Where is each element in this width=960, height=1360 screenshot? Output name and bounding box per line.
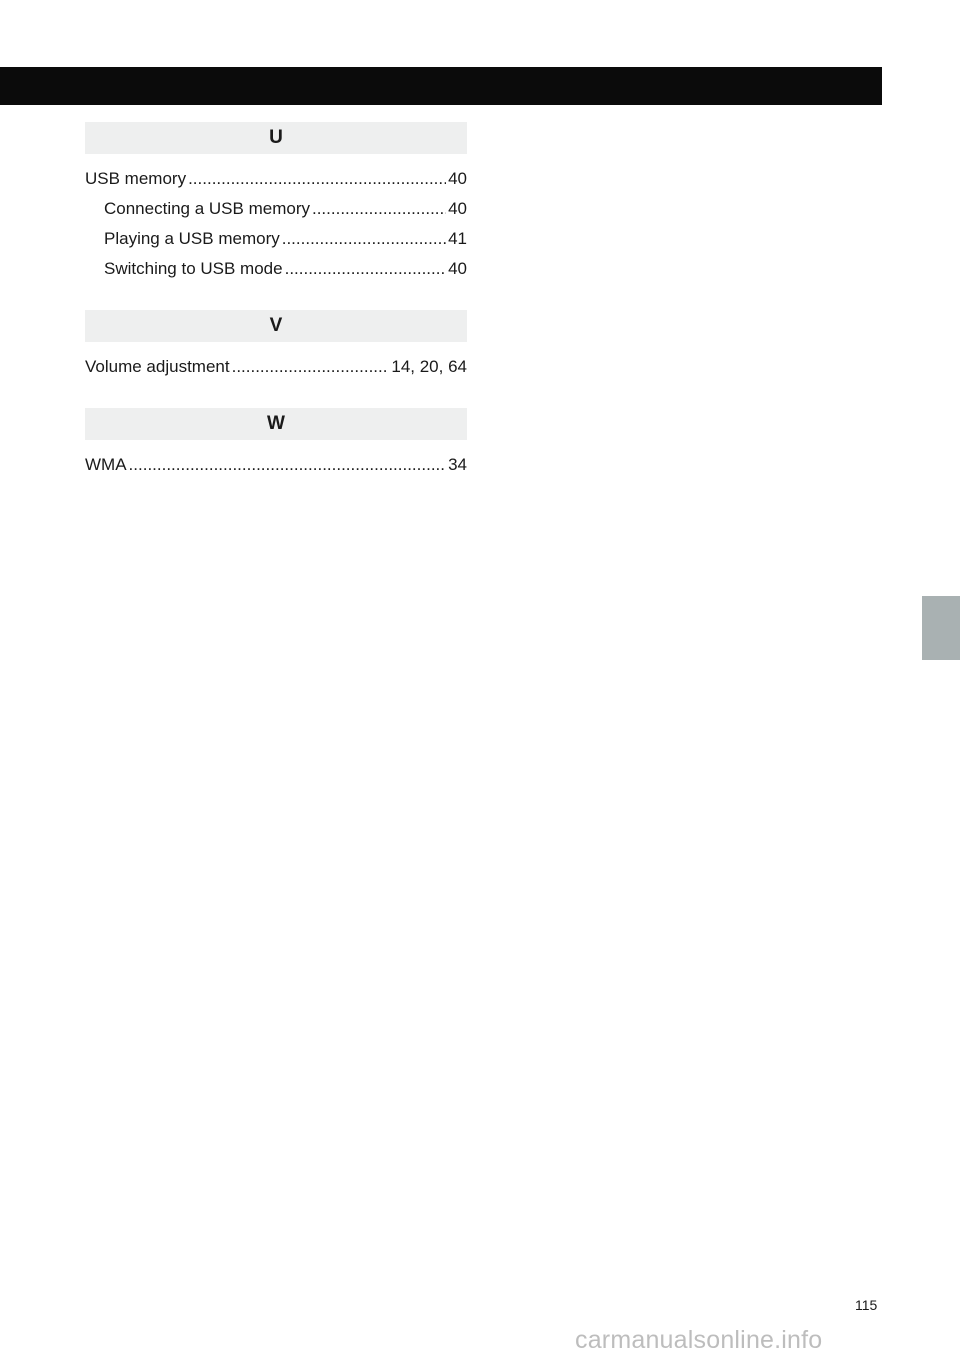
- index-section-w: [85, 408, 467, 506]
- entry-page: 14, 20, 64: [391, 357, 467, 376]
- entry-list: [85, 440, 467, 506]
- header-bar: [0, 67, 882, 105]
- dot-leader: [312, 194, 446, 224]
- index-section-u: [85, 122, 467, 310]
- page-number: 115: [855, 1297, 878, 1313]
- index-entry[interactable]: [85, 450, 467, 480]
- letter-header: W: [85, 408, 467, 440]
- index-subentry[interactable]: [85, 224, 467, 254]
- dot-leader: [285, 254, 446, 284]
- entry-term: Switching to USB mode: [104, 259, 283, 278]
- entry-page: 40: [448, 169, 467, 188]
- dot-leader: [232, 352, 390, 382]
- letter-header: U: [85, 122, 467, 154]
- entry-page: 41: [448, 229, 467, 248]
- entry-page: 40: [448, 259, 467, 278]
- dot-leader: [188, 164, 446, 194]
- entry-term: Connecting a USB memory: [104, 199, 310, 218]
- section-thumb-tab: [922, 596, 960, 660]
- entry-term: WMA: [85, 455, 127, 474]
- entry-term: Volume adjustment: [85, 357, 230, 376]
- index-entry[interactable]: [85, 352, 467, 382]
- dot-leader: [282, 224, 446, 254]
- index-section-v: [85, 310, 467, 408]
- entry-term: Playing a USB memory: [104, 229, 280, 248]
- entry-page: 40: [448, 199, 467, 218]
- letter-header: V: [85, 310, 467, 342]
- index-column: [85, 122, 467, 506]
- index-entry[interactable]: [85, 164, 467, 194]
- index-subentry[interactable]: [85, 194, 467, 224]
- entry-list: [85, 342, 467, 408]
- entry-term: USB memory: [85, 169, 187, 188]
- entry-page: 34: [448, 455, 467, 474]
- dot-leader: [129, 450, 447, 480]
- watermark: carmanualsonline.info: [575, 1326, 823, 1354]
- entry-list: [85, 154, 467, 310]
- index-subentry[interactable]: [85, 254, 467, 284]
